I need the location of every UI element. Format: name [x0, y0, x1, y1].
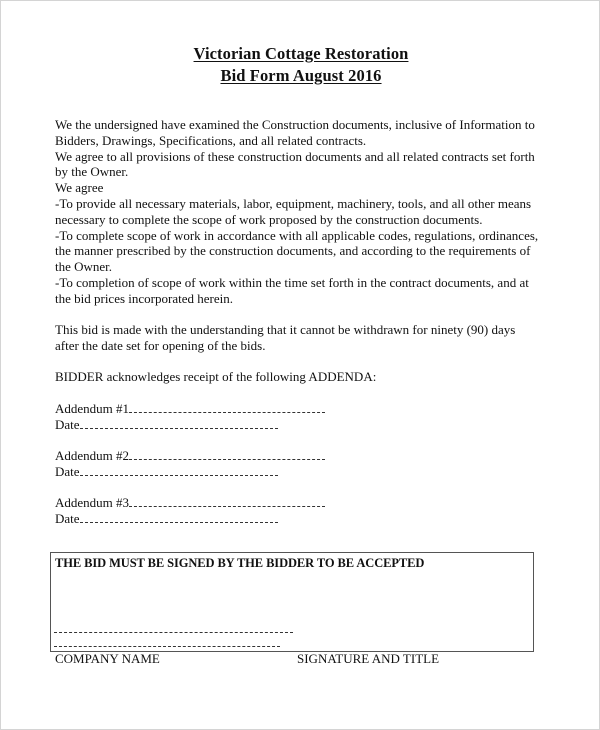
withdrawal-line: This bid is made with the understanding that it cannot be withdrawn for ninety (90) days — [55, 322, 516, 337]
addendum-3-group — [55, 495, 325, 526]
project-title: Victorian Cottage Restoration — [193, 44, 409, 63]
body-line: Bidders, Drawings, Specifications, and all related contracts. — [55, 132, 367, 148]
signature-title-label: SIGNATURE AND TITLE — [297, 651, 440, 666]
body-line: -To complete scope of work in accordance with all applicable codes, regulations, ordinances, — [55, 227, 539, 243]
addenda-heading: BIDDER acknowledges receipt of the following ADDENDA: — [55, 369, 377, 384]
signature-field[interactable] — [54, 646, 280, 647]
body-line: the bid prices incorporated herein. — [55, 290, 233, 306]
withdrawal-line: after the date set for opening of the bids. — [55, 337, 266, 353]
addendum-1-date-field[interactable] — [80, 418, 278, 429]
signature-box — [50, 552, 534, 652]
addendum-1-field[interactable] — [129, 402, 325, 413]
addendum-1-date-label: Date — [55, 416, 80, 432]
document-title — [1, 43, 600, 87]
addendum-1-label: Addendum #1 — [55, 401, 130, 416]
body-line: -To provide all necessary materials, labor, equipment, machinery, tools, and all other means — [55, 195, 532, 211]
company-name-label: COMPANY NAME — [55, 651, 160, 666]
addendum-3-field[interactable] — [129, 496, 325, 507]
body-line: -To completion of scope of work within the time set forth in the contract documents, and at — [55, 274, 529, 290]
body-line: We the undersigned have examined the Construction documents, inclusive of Information to — [55, 117, 535, 132]
body-line: the manner prescribed by the construction documents, and according to the requirements of — [55, 243, 531, 259]
addendum-2-field[interactable] — [129, 449, 325, 460]
addendum-2-date-field[interactable] — [80, 465, 278, 476]
body-line: by the Owner. — [55, 164, 129, 180]
form-title: Bid Form August 2016 — [220, 66, 382, 85]
withdrawal-paragraph — [55, 322, 515, 354]
body-line: We agree to all provisions of these construction documents and all related contracts set forth — [55, 148, 535, 164]
addendum-2-label: Addendum #2 — [55, 448, 130, 463]
addendum-1-group — [55, 401, 325, 432]
agreement-paragraph — [55, 117, 555, 307]
addendum-3-label: Addendum #3 — [55, 495, 130, 510]
addendum-3-date-label: Date — [55, 510, 80, 526]
body-line: necessary to complete the scope of work proposed by the construction documents. — [55, 211, 483, 227]
signature-notice: THE BID MUST BE SIGNED BY THE BIDDER TO BE ACCEPTED — [55, 556, 425, 570]
body-line: the Owner. — [55, 259, 113, 275]
addendum-2-date-label: Date — [55, 463, 80, 479]
addendum-2-group — [55, 448, 325, 479]
company-name-field[interactable] — [54, 632, 293, 633]
addendum-3-date-field[interactable] — [80, 512, 278, 523]
body-line: We agree — [55, 180, 104, 196]
